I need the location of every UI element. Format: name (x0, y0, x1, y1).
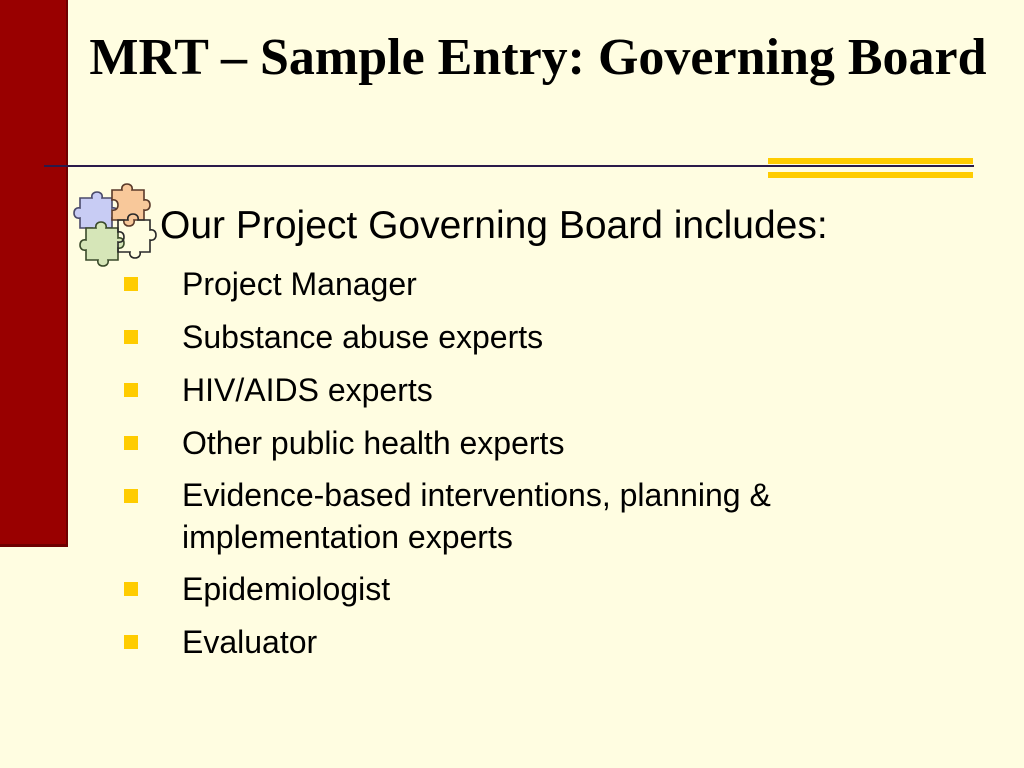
list-item (124, 262, 984, 306)
square-bullet-icon (124, 436, 138, 450)
square-bullet-icon (124, 635, 138, 649)
list-item-text: Project Manager (182, 266, 417, 302)
lead-statement: Our Project Governing Board includes: (160, 204, 828, 247)
board-members-list (124, 262, 984, 673)
square-bullet-icon (124, 330, 138, 344)
list-item-text: Evaluator (182, 624, 318, 660)
list-item (124, 620, 984, 664)
list-item-text: Epidemiologist (182, 571, 391, 607)
accent-stripe-top (768, 158, 973, 164)
side-accent-bar-shadow (0, 544, 68, 547)
accent-stripe-bottom (768, 172, 973, 178)
square-bullet-icon (124, 489, 138, 503)
list-item (124, 567, 984, 611)
list-item (124, 315, 984, 359)
list-item-text: Substance abuse experts (182, 319, 544, 355)
list-item-text: HIV/AIDS experts (182, 372, 433, 408)
list-item (124, 368, 984, 412)
side-accent-bar (0, 0, 66, 546)
list-item-text: Other public health experts (182, 425, 565, 461)
slide-title: MRT – Sample Entry: Governing Board (89, 29, 987, 86)
title-divider (44, 165, 974, 167)
list-item-text: Evidence-based interventions, planning & implementation experts (182, 477, 771, 555)
list-item (124, 474, 984, 558)
list-item (124, 421, 984, 465)
square-bullet-icon (124, 277, 138, 291)
puzzle-pieces-icon (72, 176, 172, 276)
square-bullet-icon (124, 383, 138, 397)
square-bullet-icon (124, 582, 138, 596)
